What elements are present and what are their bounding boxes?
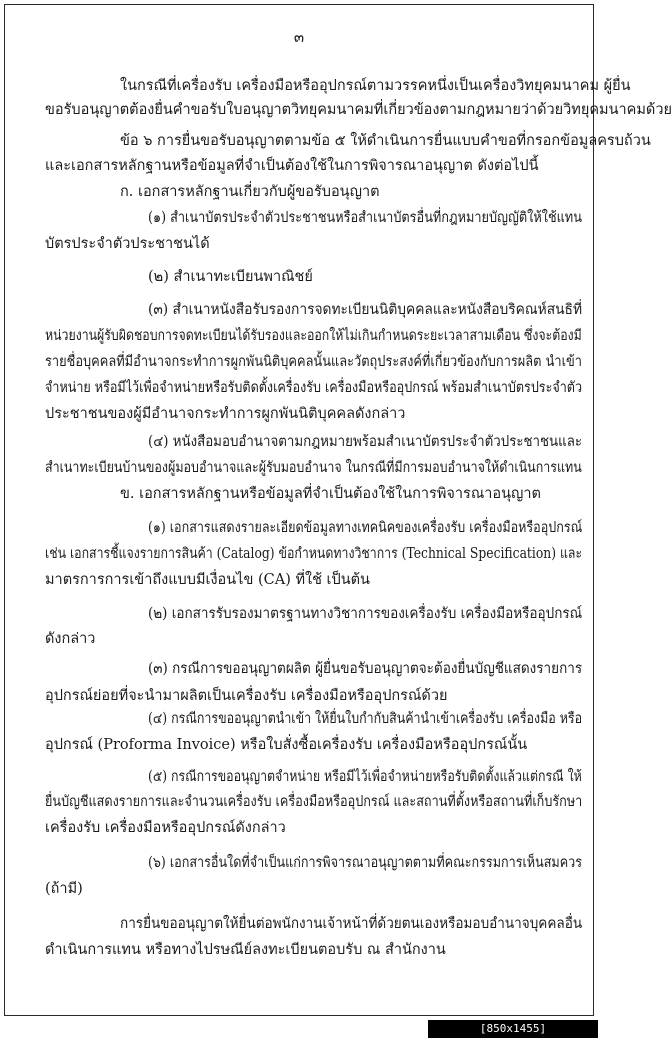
text-line: (๓) สำเนาหนังสือรับรองการจดทะเบียนนิติบุคคลและหนังสือบริคณห์สนธิที่ <box>148 302 583 318</box>
text-line: ดำเนินการแทน หรือทางไปรษณีย์ลงทะเบียนตอบรับ ณ สำนักงาน <box>45 942 446 958</box>
text-line: ในกรณีที่เครื่องรับ เครื่องมือหรืออุปกรณ์ตามวรรคหนึ่งเป็นเครื่องวิทยุคมนาคม ผู้ยื่น <box>120 78 631 94</box>
text-line: ประชาชนของผู้มีอำนาจกระทำการผูกพันนิติบุคคลดังกล่าว <box>45 406 406 422</box>
text-line: เครื่องรับ เครื่องมือหรืออุปกรณ์ดังกล่าว <box>45 820 286 836</box>
text-line: (๓) กรณีการขออนุญาตผลิต ผู้ยื่นขอรับอนุญาตจะต้องยื่นบัญชีแสดงรายการ <box>148 661 583 677</box>
text-line: ข้อ ๖ การยื่นขอรับอนุญาตตามข้อ ๕ ให้ดำเนินการยื่นแบบคำขอที่กรอกข้อมูลครบถ้วน <box>120 133 651 149</box>
text-line: (๑) เอกสารแสดงรายละเอียดข้อมูลทางเทคนิคของเครื่องรับ เครื่องมือหรืออุปกรณ์ <box>148 520 583 536</box>
text-line: รายชื่อบุคคลที่มีอำนาจกระทำการผูกพันนิติบุคคลนั้นและวัตถุประสงค์ที่เกี่ยวข้องกับการผลิต นำเข้า <box>45 354 582 370</box>
text-line: ก. เอกสารหลักฐานเกี่ยวกับผู้ขอรับอนุญาต <box>120 184 380 200</box>
text-line: ดังกล่าว <box>45 631 96 647</box>
page-number: ๓ <box>293 28 305 46</box>
text-line: จำหน่าย หรือมีไว้เพื่อจำหน่ายหรือรับติดตั้งเครื่องรับ เครื่องมือหรืออุปกรณ์ พร้อมสำเนาบัตรประจำตัว <box>45 380 583 396</box>
text-line: บัตรประจำตัวประชาชนได้ <box>45 236 210 252</box>
text-line: เช่น เอกสารชี้แจงรายการสินค้า (Catalog) ข้อกำหนดทางวิชาการ (Technical Specification) และ <box>45 546 583 562</box>
text-line: ขอรับอนุญาตต้องยื่นคำขอรับใบอนุญาตวิทยุคมนาคมที่เกี่ยวข้องตามกฎหมายว่าด้วยวิทยุคมนาคมด้วย <box>45 102 672 118</box>
text-line: อุปกรณ์ย่อยที่จะนำมาผลิตเป็นเครื่องรับ เครื่องมือหรืออุปกรณ์ด้วย <box>45 688 448 704</box>
text-line: ยื่นบัญชีแสดงรายการและจำนวนเครื่องรับ เครื่องมือหรืออุปกรณ์ และสถานที่ตั้งหรือสถานที่เก็บรักษา <box>45 794 583 810</box>
text-line: ข. เอกสารหลักฐานหรือข้อมูลที่จำเป็นต้องใช้ในการพิจารณาอนุญาต <box>120 486 541 502</box>
text-line: การยื่นขออนุญาตให้ยื่นต่อพนักงานเจ้าหน้าที่ด้วยตนเองหรือมอบอำนาจบุคคลอื่น <box>120 916 583 932</box>
document-page <box>4 4 672 1016</box>
text-line: (๕) กรณีการขออนุญาตจำหน่าย หรือมีไว้เพื่อจำหน่ายหรือรับติดตั้งแล้วแต่กรณี ให้ <box>148 769 582 785</box>
text-line: หน่วยงานผู้รับผิดชอบการจดทะเบียนได้รับรองและออกให้ไม่เกินกำหนดระยะเวลาสามเดือน ซึ่งจะต้องมี <box>45 328 582 344</box>
image-host-watermark: [850x1455] http://upic.me/ <box>428 1020 598 1038</box>
text-line: และเอกสารหลักฐานหรือข้อมูลที่จำเป็นต้องใช้ในการพิจารณาอนุญาต ดังต่อไปนี้ <box>45 158 539 174</box>
text-line: (๑) สำเนาบัตรประจำตัวประชาชนหรือสำเนาบัตรอื่นที่กฎหมายบัญญัติให้ใช้แทน <box>148 210 582 226</box>
text-line: มาตรการการเข้าถึงแบบมีเงื่อนไข (CA) ที่ใช้ เป็นต้น <box>45 572 370 588</box>
text-line: (๔) หนังสือมอบอำนาจตามกฎหมายพร้อมสำเนาบัตรประจำตัวประชาชนและ <box>148 434 583 450</box>
text-line: สำเนาทะเบียนบ้านของผู้มอบอำนาจและผู้รับมอบอำนาจ ในกรณีที่มีการมอบอำนาจให้ดำเนินการแทน <box>45 460 582 476</box>
text-line: (ถ้ามี) <box>45 881 83 897</box>
text-line: (๔) กรณีการขออนุญาตนำเข้า ให้ยื่นใบกำกับสินค้านำเข้าเครื่องรับ เครื่องมือ หรือ <box>148 711 583 727</box>
text-line: (๖) เอกสารอื่นใดที่จำเป็นแก่การพิจารณาอนุญาตตามที่คณะกรรมการเห็นสมควร <box>148 855 582 871</box>
text-line: อุปกรณ์ (Proforma Invoice) หรือใบสั่งซื้อเครื่องรับ เครื่องมือหรืออุปกรณ์นั้น <box>45 737 528 753</box>
text-line: (๒) สำเนาทะเบียนพาณิชย์ <box>148 269 313 285</box>
text-line: (๒) เอกสารรับรองมาตรฐานทางวิชาการของเครื่องรับ เครื่องมือหรืออุปกรณ์ <box>148 606 583 622</box>
